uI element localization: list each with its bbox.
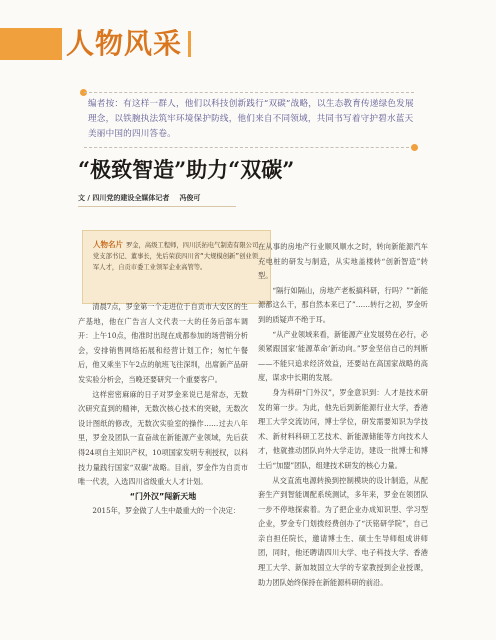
editor-note-top-rule: [84, 92, 414, 93]
article-paragraph: 2015年，罗金做了人生中最重大的一个决定：: [92, 506, 241, 516]
section-title: [66, 24, 191, 64]
article-paragraph: 这样密密麻麻的日子对罗金来说已是常态，无数次研究直到的精神，无数次核心技术的突破，无数次设计图纸的修改，无数次实验室的操作……过去八年里，罗金及团队一直奋战在新能源产业领域，先后获得24项自主知识产权，10项国家发明专利授权，以科技力量践行国家“双碳”战略。目前，罗金作为自贡市唯一代表，入选四川省级重大人才计划。: [78, 389, 248, 487]
article-byline: [78, 193, 378, 203]
article-paragraph-continued: 在从事的房地产行业顺风顺水之时，转向新能源汽车充电桩的研发与制造，从实地盖楼转“创新智造”转型。: [258, 242, 428, 281]
article-paragraph: “隔行如隔山，房地产老板搞科研，行吗？”“新能源都这么干，那自然本来已了”……转行之初，罗金听到的质疑声不绝于耳。: [258, 285, 428, 324]
editor-note: 编者按：有这样一群人，他们以科技创新践行“双碳”战略，以生态教育传递绿色发展理念，以铁腕执法筑牢环境保护防线，他们来自不同领域，共同书写着守护碧水蓝天美丽中国的四川答卷。: [88, 99, 414, 139]
article-subhead: “门外汉”闯新天地: [129, 491, 197, 501]
byline-author: 冯俊可: [179, 194, 201, 202]
byline-rule: [78, 206, 236, 207]
profile-card: [82, 230, 271, 304]
article-paragraph: 从交直流电源转换到控制模块的设计制造，从配套生产到智能调配系统测试，多年来，罗金在领团队一步不停地探索着。为了把企业办成知识型、学习型企业，罗金专门划拨经费创办了“沃铭研学院”，自己亲自担任院长，邀请博士生、硕士生导师组成讲师团，同时，他还聘请四川大学、电子科技大学、香港理工大学、新加坡国立大学的专家教授到企业授课，助力团队始终保持在新能源科研的前沿。: [258, 475, 428, 587]
editor-note-bottom-dot: [411, 144, 418, 151]
byline-source: 文 / 四川党的建设全媒体记者: [78, 194, 170, 202]
profile-card-label: 人物名片: [93, 240, 123, 249]
section-title-text: 人物风采: [66, 27, 183, 60]
article-column-right: [258, 240, 428, 590]
section-color-strip: [0, 28, 62, 60]
article-title: “极致智造”助力“双碳”: [78, 157, 295, 182]
article-paragraph: 清晨7点，罗金第一个走进位于自贡市大安区的生产基地，他在广告言人文代表一大的任务后部车调开：上午10点，他准时出现在成都参加的场营销分析会，安排销售网络拓展和经营计划工作；匆忙午餐后，他又乘坐下午2点的航班飞往深圳，出席新产品研发实验分析会，当晚还要研究一个重要客户。: [78, 302, 248, 384]
article-paragraph: “从产业领域来看，新能源产业发展势在必行，必须紧跟国家‘能源革命’新动向。”罗金坚信自己的判断——不能只追求经济效益，还要站在高国家战略的高度，谋求中长期的发展。: [258, 329, 428, 383]
section-title-bar: [188, 31, 191, 57]
profile-card-text: 罗金，高级工程师，四川沃拓电气制造有限公司党支部书记、董事长，先后荣获四川省“大规模创新”创业领军人才，自贡市委工业领军企业高管等。: [93, 242, 259, 271]
article-paragraph: 身为科研“门外汉”，罗金意识到：人才是技术研发的第一步。为此，他先后到新能源行业大学，香港理工大学交流访问，博士学位，研发需要知识为学技术、新材料科研工艺技术、新能源储能等方向技术人才，他就推动团队向外大学走访，建设一批博士和博士后“加盟”团队，组建技术研发的核心力量。: [258, 387, 428, 470]
article-column-left: [78, 300, 248, 519]
editor-note-bottom-rule: [84, 147, 414, 148]
